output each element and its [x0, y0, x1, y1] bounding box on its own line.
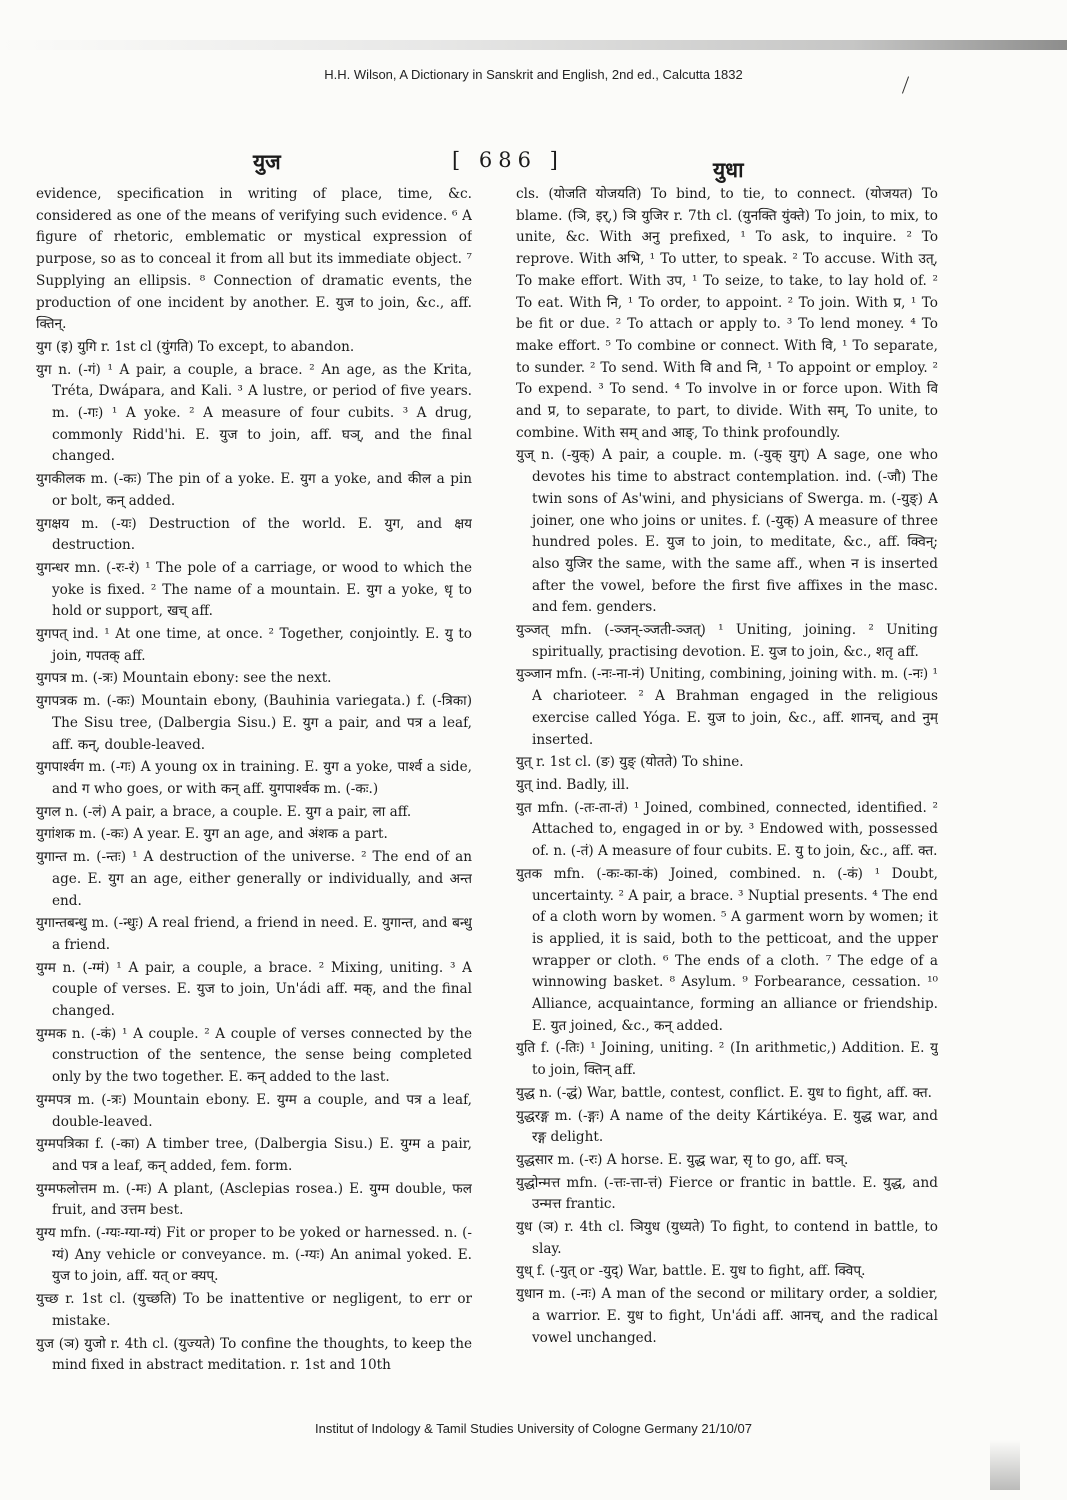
dictionary-entry: युग (इ) युगि r. 1st cl (युंगति) To except, to abandon.: [36, 338, 355, 355]
dictionary-entry: युद्धरङ्ग m. (-ङ्गः) A name of the deity Kártikéya. E. युद्ध war, and रङ्ग delight.: [516, 1107, 938, 1146]
dictionary-entry: युतक mfn. (-कः-का-कं) Joined, combined. n. (-कं) ¹ Doubt, uncertainty. ² A pair, a brace. ³ Nuptial presents. ⁴ The end of a cloth worn by women. ⁵ A garment worn by women; it is applied, it is said, both to the petticoat, and the upper wrapper or cloth. ⁶ The ends of a cloth. ⁷ The edge of a winnowing basket. ⁸ Asylum. ⁹ Forbearance, cessation. ¹⁰ Alliance, acquaintance, forming an alliance or friendship. E. युत joined, &c., कन् added.: [516, 865, 938, 1034]
dictionary-entry: युज् n. (-युक्) A pair, a couple. m. (-युक् युग्) A sage, one who devotes his time to abstract contemplation. ind. (-जौ) The twin sons of As'wini, and physicians of Swerga. m. (-युङ्) A joiner, one who joins or unites. f. (-युक्) A measure of three hundred poles. E. युज to join, to meditate, &c., aff. क्विन्; also युजिर the same, with the same aff., when न is inserted after the vowel, before the first five affixes in the masc. and fem. genders.: [516, 447, 938, 616]
dictionary-entry: युच्छ r. 1st cl. (युच्छति) To be inattentive or negligent, to err or mistake.: [36, 1291, 472, 1329]
scan-shadow: [990, 1440, 1020, 1490]
dictionary-entry: युगपत्रक m. (-कः) Mountain ebony, (Bauhinia variegata.) f. (-त्रिका) The Sisu tree, (Dalbergia Sisu.) E. युग a pair, and पत्र a leaf, aff. कन्, double-leaved.: [36, 693, 472, 753]
page-header: [0, 148, 1067, 182]
dictionary-entry: युति f. (-तिः) ¹ Joining, uniting. ² (In arithmetic,) Addition. E. यु to join, क्तिन् aff.: [516, 1040, 938, 1079]
dictionary-entry: युग n. (-गं) ¹ A pair, a couple, a brace. ² An age, as the Krita, Tréta, Dwápara, and Kali. ³ A lustre, or period of five years. m. (-गः) ¹ A yoke. ² A measure of four cubits. ³ A drug, commonly Ridd'hi. E. युज to join, aff. घञ्, and the final changed.: [36, 361, 472, 465]
dictionary-entry: युज (ञ) युजो r. 4th cl. (युज्यते) To confine the thoughts, to keep the mind fixed in abstract meditation. r. 1st and 10th: [36, 1335, 472, 1374]
dictionary-entry: युगान्त m. (-न्तः) ¹ A destruction of the universe. ² The end of an age. E. युग an age, either generally or individually, and अन्त end.: [36, 849, 472, 909]
dictionary-entry: युधान m. (-नः) A man of the second or military order, a soldier, a warrior. E. युध to fight, Un'ádi aff. आनच्, and the radical vowel unchanged.: [516, 1286, 938, 1346]
left-headword: युज: [253, 149, 281, 174]
dictionary-entry: युध (ञ) r. 4th cl. ञियुध (युध्यते) To fight, to contend in battle, to slay.: [516, 1219, 938, 1257]
dictionary-entry: cls. (योजति योजयति) To bind, to tie, to connect. (योजयत) To blame. (ञि, इर्,) ञि युजिर r. 7th cl. (युनक्ति युंक्ते) To join, to mix, to unite, &c. With अनु prefixed, ¹ To ask, to inquire. ² To reprove. With अभि, ¹ To utter, to speak. ² To accuse. With उत्, To make effort. With उप, ¹ To seize, to take, to lay hold of. ² To eat. With नि, ¹ To order, to appoint. ² To join. With प्र, ¹ To be fit or due. ² To attach or apply to. ³ To lend money. ⁴ To make effort. ⁵ To combine or connect. With वि, ¹ To separate, to sunder. ² To send. With वि and नि, ¹ To appoint or employ. ² To expend. ³ To send. ⁴ To involve in or force upon. With वि and प्र, to separate, to part, to divide. With सम्, To unite, to combine. With सम् and आङ्, To think profoundly.: [516, 186, 938, 441]
dictionary-entry: युगपत् ind. ¹ At one time, at once. ² Together, conjointly. E. यु to join, गपतक् aff.: [36, 626, 472, 664]
dictionary-entry: युगांशक m. (-कः) A year. E. युग an age, and अंशक a part.: [36, 826, 388, 843]
dictionary-entry: युञ्जत् mfn. (-ञ्जन्-ञ्जती-ञ्जत्) ¹ Uniting, joining. ² Uniting spiritually, practising devotion. E. युज to join, &c., शतृ aff.: [516, 622, 938, 660]
dictionary-entry: युगन्धर mn. (-रः-रं) ¹ The pole of a carriage, or wood to which the yoke is fixed. ² The name of a mountain. E. युग a yoke, धृ to hold or support, खच् aff.: [36, 559, 472, 620]
right-column: [516, 184, 938, 1409]
source-caption: H.H. Wilson, A Dictionary in Sanskrit and English, 2nd ed., Calcutta 1832: [324, 67, 743, 82]
dictionary-entry: युध् f. (-युत् or -युद्) War, battle. E. युध to fight, aff. क्विप्.: [516, 1263, 866, 1280]
scan-edge-line: [0, 40, 1067, 50]
dictionary-entry: युग्मपत्र m. (-त्रः) Mountain ebony. E. युग्म a couple, and पत्र a leaf, double-leaved.: [36, 1091, 472, 1130]
dictionary-entry: युगपार्श्वग m. (-गः) A young ox in training. E. युग a yoke, पार्श्व a side, and ग who goes, or with कन् aff. युगपार्श्वक m. (-कः.): [36, 759, 472, 797]
dictionary-entry: evidence, specification in writing of place, time, &c. considered as one of the means of verifying such evidence. ⁶ A figure of rhetoric, emblematic or mystical expression of purpose, so as to conceal it from all but its immediate object. ⁷ Supplying an ellipsis. ⁸ Connection of dramatic events, the production of one incident by another. E. युज to join, &c., aff. क्तिन्.: [36, 186, 472, 333]
dictionary-entry: युग्मफलोत्तम m. (-मः) A plant, (Asclepias rosea.) E. युग्म double, फल fruit, and उत्तम best.: [36, 1180, 472, 1219]
dictionary-entry: युगपत्र m. (-त्रः) Mountain ebony: see the next.: [36, 670, 332, 687]
dictionary-entry: युत mfn. (-तः-ता-तं) ¹ Joined, combined, connected, identified. ² Attached to, engaged in or by. ³ Endowed with, possessed of. n. (-तं) A measure of four cubits. E. यु to join, &c., aff. क्त.: [516, 799, 938, 860]
dictionary-entry: युञ्जान mfn. (-नः-ना-नं) Uniting, combining, joining with. m. (-नः) ¹ A charioteer. ² A Brahman engaged in the religious exercise called Yóga. E. युज to join, &c., aff. शानच्, and नुम् inserted.: [516, 666, 938, 748]
dictionary-entry: युगल n. (-लं) A pair, a brace, a couple. E. युग a pair, ला aff.: [36, 803, 412, 820]
dictionary-entry: युद्धसार m. (-रः) A horse. E. युद्ध war, सृ to go, aff. घञ्.: [516, 1151, 849, 1168]
dictionary-entry: युगकीलक m. (-कः) The pin of a yoke. E. युग a yoke, and कील a pin or bolt, कन् added.: [36, 471, 472, 509]
dictionary-entry: युगक्षय m. (-यः) Destruction of the world. E. युग, and क्षय destruction.: [36, 515, 472, 554]
institute-caption: Institut of Indology & Tamil Studies University of Cologne Germany 21/10/07: [315, 1421, 752, 1436]
page-number: [ 686 ]: [452, 148, 564, 172]
dictionary-entry: युग्मक n. (-कं) ¹ A couple. ² A couple of verses connected by the construction of the sentence, the sense being completed only by the two together. E. कन् added to the last.: [36, 1025, 472, 1086]
dictionary-entry: युद्ध n. (-द्धं) War, battle, contest, conflict. E. युध to fight, aff. क्त.: [516, 1084, 932, 1101]
dictionary-entry: युग्य mfn. (-ग्यः-ग्या-ग्यं) Fit or proper to be yoked or harnessed. n. (-ग्यं) Any vehicle or conveyance. m. (-ग्यः) An animal yoked. E. युज to join, aff. यत् or क्यप्.: [36, 1225, 472, 1285]
dictionary-entry: युत् ind. Badly, ill.: [516, 776, 630, 793]
dictionary-entry: युत् r. 1st cl. (ङ) युङ् (योतते) To shine.: [516, 754, 744, 771]
dictionary-entry: युग्म n. (-ग्मं) ¹ A pair, a couple, a brace. ² Mixing, uniting. ³ A couple of verses. E. युज to join, Un'ádi aff. मक्, and the final changed.: [36, 959, 472, 1020]
dictionary-entry: युगान्तबन्धु m. (-न्धुः) A real friend, a friend in need. E. युगान्त, and बन्धु a friend.: [36, 915, 472, 953]
dictionary-entry: युग्मपत्रिका f. (-का) A timber tree, (Dalbergia Sisu.) E. युग्म a pair, and पत्र a leaf, कन् added, fem. form.: [36, 1136, 472, 1174]
left-column: [36, 184, 472, 1409]
dictionary-entry: युद्धोन्मत्त mfn. (-त्तः-त्ता-त्तं) Fierce or frantic in battle. E. युद्ध, and उन्मत्त frantic.: [516, 1174, 938, 1213]
right-headword: युधा: [713, 157, 744, 182]
